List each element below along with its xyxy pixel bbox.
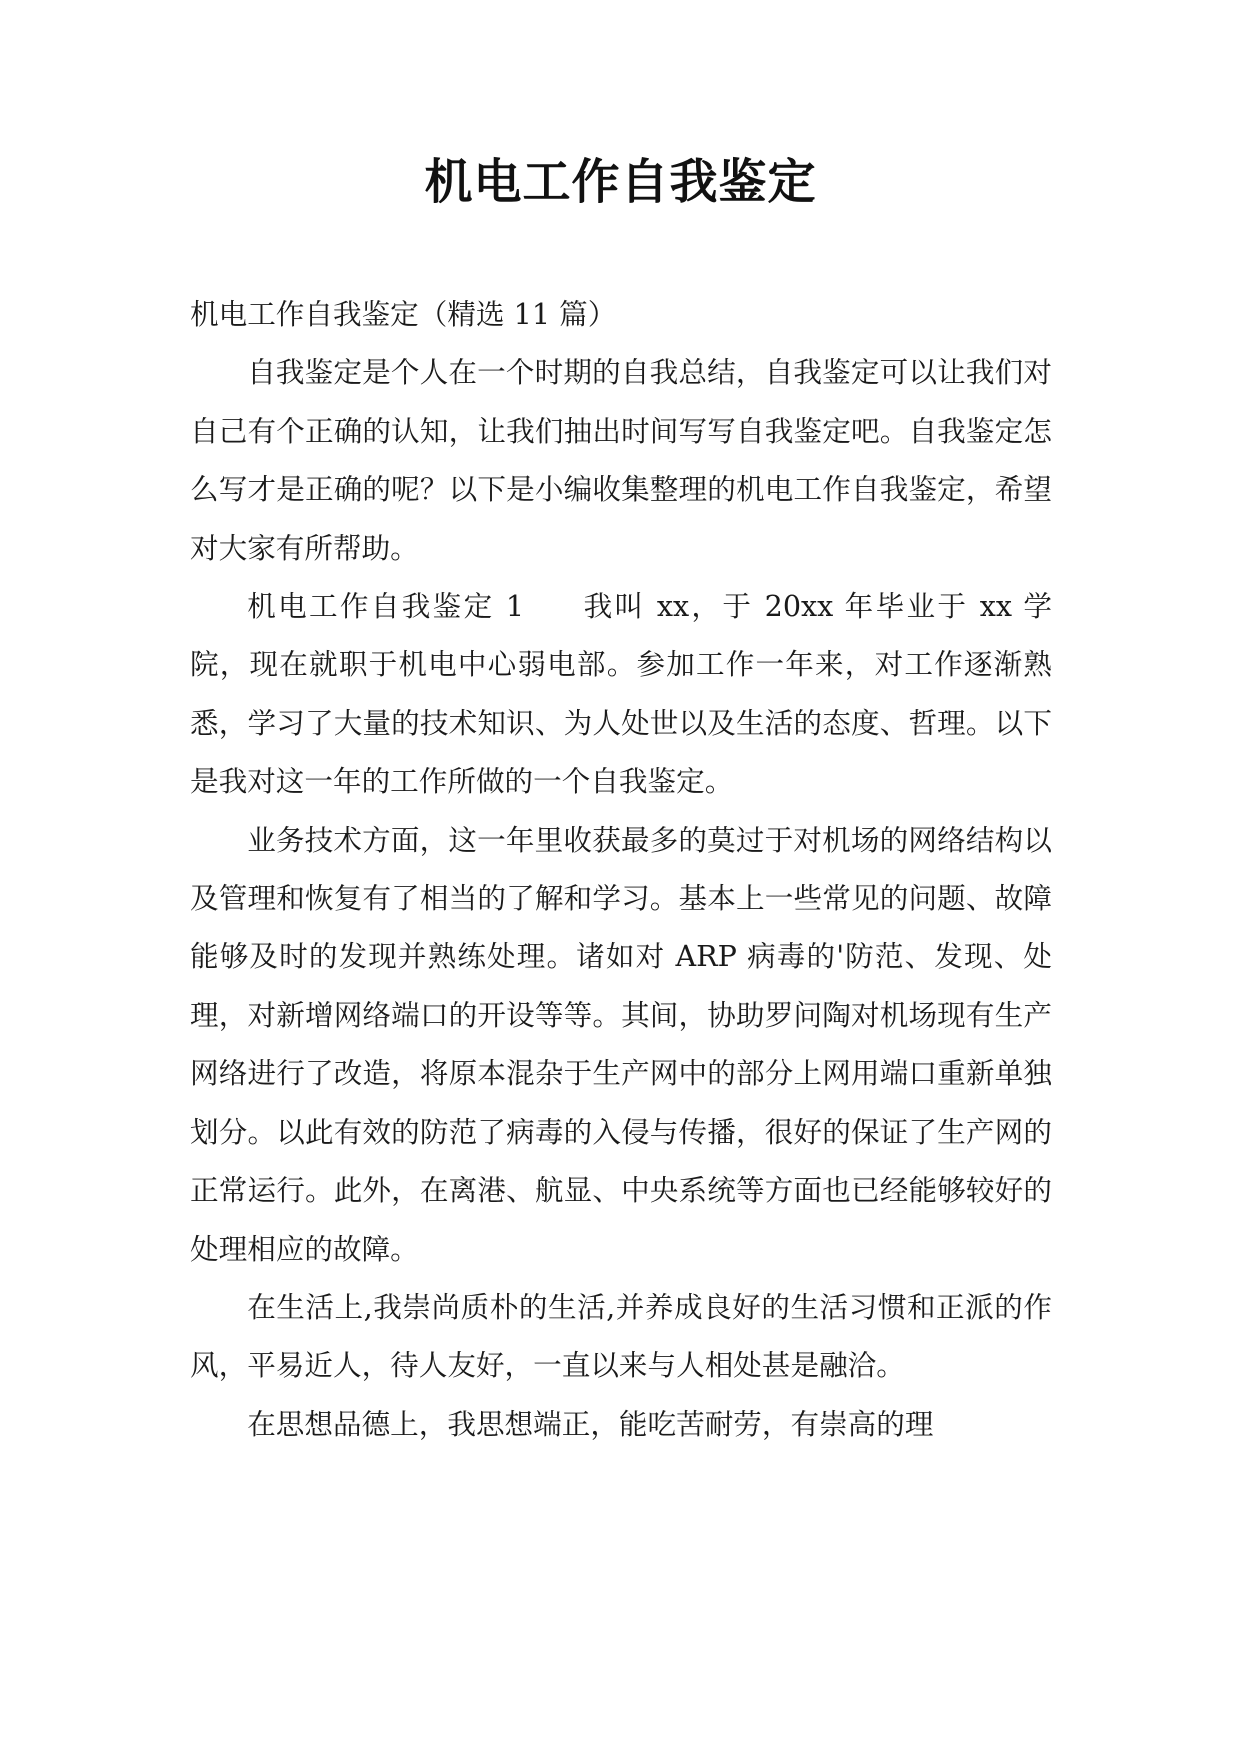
- section-1-paragraph-ideology: 在思想品德上，我思想端正，能吃苦耐劳，有崇高的理: [247, 1406, 934, 1441]
- document-subtitle: 机电工作自我鉴定（精选 11 篇）: [190, 297, 617, 331]
- intro-paragraph: 自我鉴定是个人在一个时期的自我总结，自我鉴定可以让我们对自己有个正确的认知，让我们抽出时间写写自我鉴定吧。自我鉴定怎么写才是正确的呢？以下是小编收集整理的机电工作自我鉴定，希望对大家有所帮助。: [190, 355, 1052, 565]
- section-1-paragraph-life: 在生活上,我崇尚质朴的生活,并养成良好的生活习惯和正派的作风，平易近人，待人友好，一直以来与人相处甚是融洽。: [190, 1289, 1052, 1383]
- section-1-first-paragraph: [190, 577, 1052, 811]
- document-body: [190, 285, 1052, 1453]
- document-title: 机电工作自我鉴定: [424, 154, 817, 210]
- section-1-paragraph-technical: 业务技术方面，这一年里收获最多的莫过于对机场的网络结构以及管理和恢复有了相当的了解和学习。基本上一些常见的问题、故障能够及时的发现并熟练处理。诸如对 ARP 病毒的'防范、发现、处理，对新增网络端口的开设等等。其间，协助罗问陶对机场现有生产网络进行了改造，将原本混杂于生产网中的部分上网用端口重新单独划分。以此有效的防范了病毒的入侵与传播，很好的保证了生产网的正常运行。此外，在离港、航显、中央系统等方面也已经能够较好的处理相应的故障。: [190, 822, 1052, 1266]
- section-1-first-text: 我叫 xx，于 20xx 年毕业于 xx 学院，现在就职于机电中心弱电部。参加工作一年来，对工作逐渐熟悉，学习了大量的技术知识、为人处世以及生活的态度、哲理。以下是我对这一年的工作所做的一个自我鉴定。: [190, 589, 1052, 799]
- section-1-heading: 机电工作自我鉴定 1: [247, 589, 525, 624]
